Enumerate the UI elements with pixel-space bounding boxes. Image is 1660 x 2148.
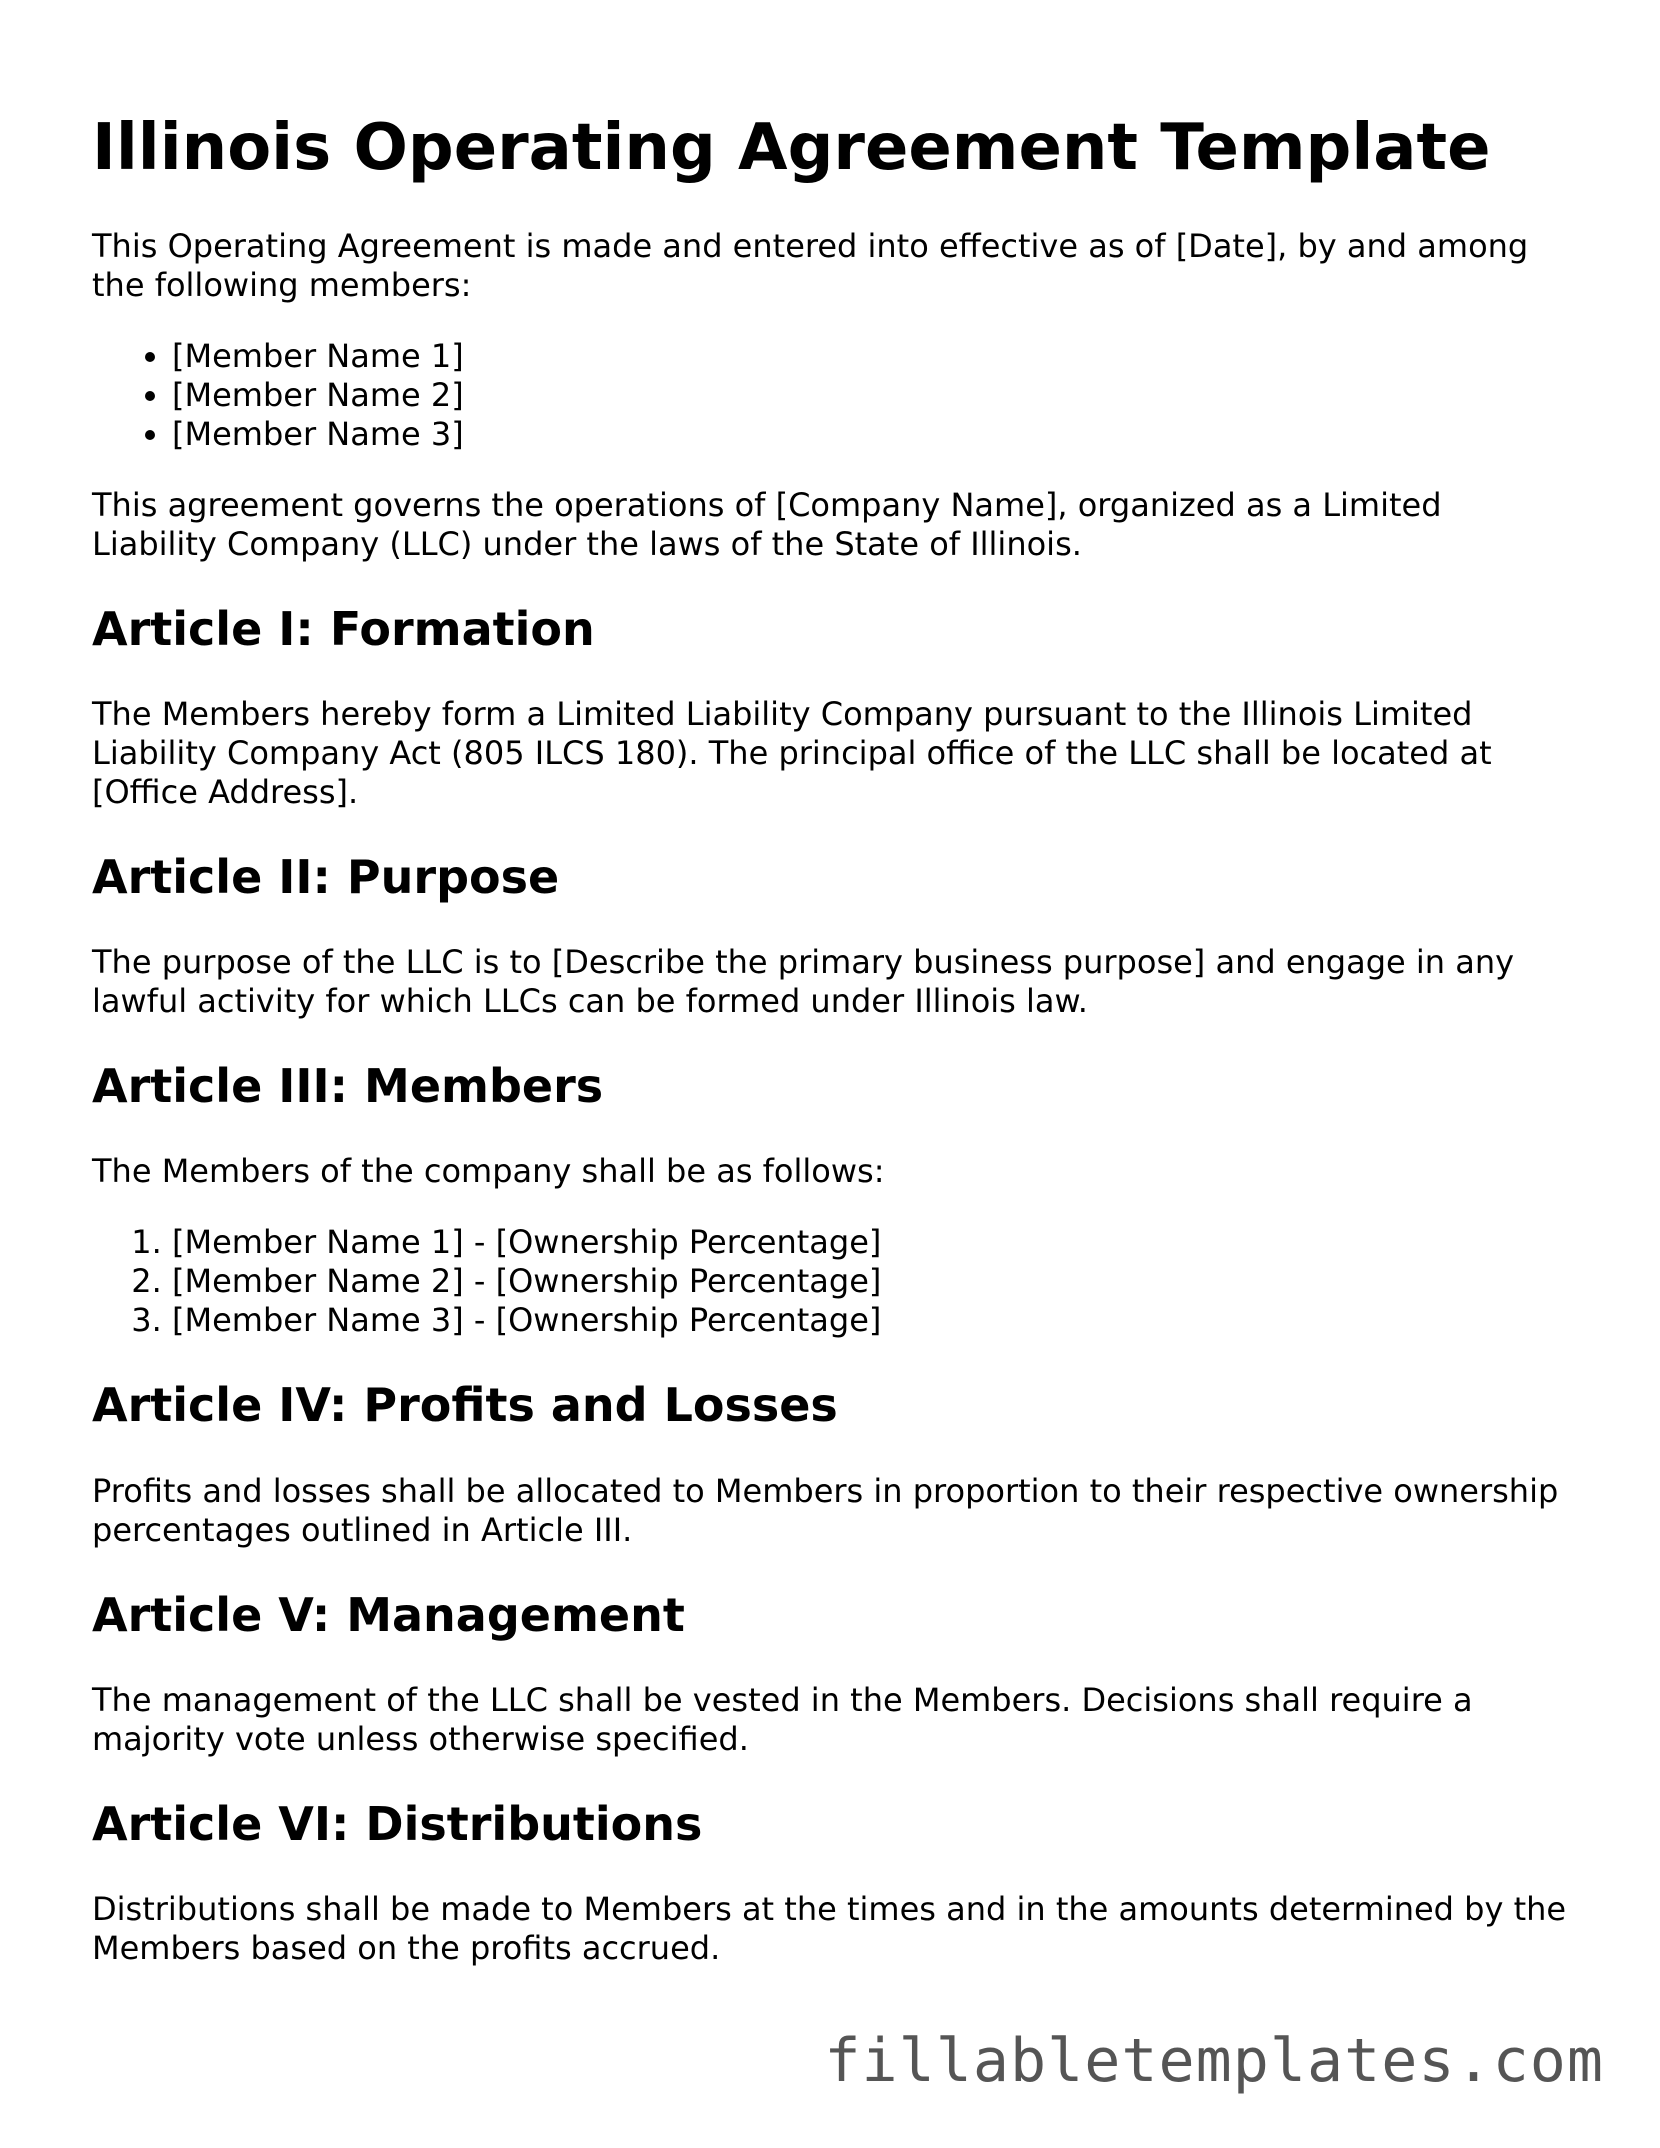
members-bullet-list xyxy=(92,337,1572,454)
article-4-heading: Article IV: Profits and Losses xyxy=(92,1378,838,1433)
article-6-body: Distributions shall be made to Members at the times and in the amounts determined by the Members based on the profits accrued. xyxy=(92,1889,1567,1967)
article-2-body: The purpose of the LLC is to [Describe the primary business purpose] and engage in any lawful activity for which LLCs can be formed under Illinois law. xyxy=(92,943,1515,1021)
list-item: 1. [Member Name 1] - [Ownership Percentage] xyxy=(172,1223,1572,1262)
article-6-heading: Article VI: Distributions xyxy=(92,1796,703,1851)
watermark: fillabletemplates.com xyxy=(824,2026,1604,2096)
article-3-heading: Article III: Members xyxy=(92,1059,604,1114)
list-item: • [Member Name 1] xyxy=(172,337,1572,376)
document-title: Illinois Operating Agreement Template xyxy=(92,111,1491,185)
list-item: • [Member Name 3] xyxy=(172,415,1572,454)
list-item: 3. [Member Name 3] - [Ownership Percentage] xyxy=(172,1301,1572,1340)
article-1-heading: Article I: Formation xyxy=(92,601,595,656)
document-page xyxy=(92,110,1572,2000)
article-2-heading: Article II: Purpose xyxy=(92,849,560,904)
list-item: 2. [Member Name 2] - [Ownership Percentage] xyxy=(172,1262,1572,1301)
governs-paragraph: This agreement governs the operations of [Company Name], organized as a Limited Liability Company (LLC) under the laws of the State of Illinois. xyxy=(92,485,1442,563)
article-5-heading: Article V: Management xyxy=(92,1587,685,1642)
article-1-body: The Members hereby form a Limited Liability Company pursuant to the Illinois Limited Liability Company Act (805 ILCS 180). The principal office of the LLC shall be located at [Office Address]. xyxy=(92,694,1492,811)
intro-paragraph: This Operating Agreement is made and entered into effective as of [Date], by and among the following members: xyxy=(92,226,1529,304)
list-item: • [Member Name 2] xyxy=(172,376,1572,415)
article-3-body: The Members of the company shall be as follows: xyxy=(92,1152,885,1191)
members-numbered-list xyxy=(92,1223,1572,1340)
article-5-body: The management of the LLC shall be vested in the Members. Decisions shall require a majority vote unless otherwise specified. xyxy=(92,1680,1473,1758)
article-4-body: Profits and losses shall be allocated to Members in proportion to their respective ownership percentages outlined in Article III. xyxy=(92,1471,1559,1549)
